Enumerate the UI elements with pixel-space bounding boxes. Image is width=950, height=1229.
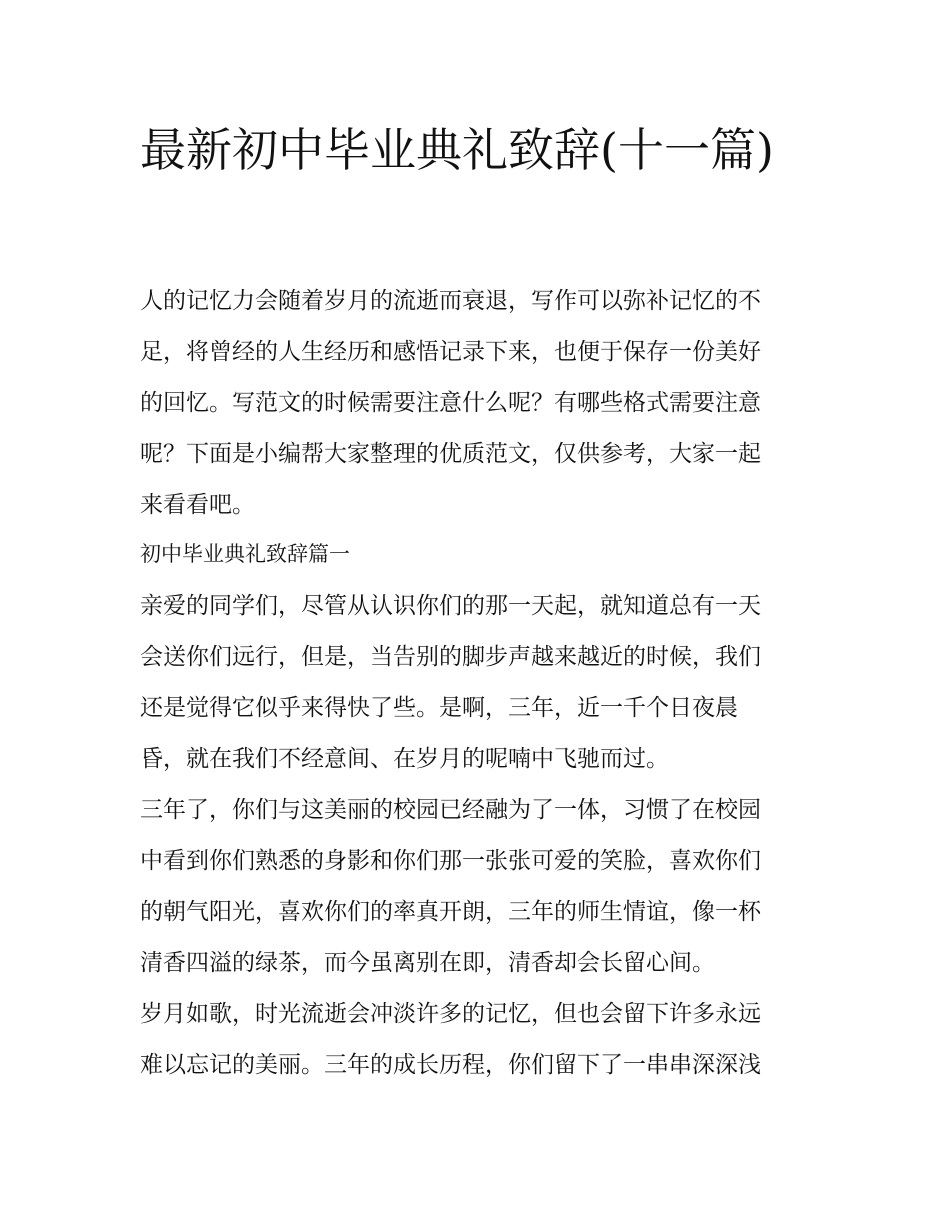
- body-line: 足，将曾经的人生经历和感悟记录下来，也便于保存一份美好: [140, 339, 761, 365]
- body-line: 岁月如歌，时光流逝会冲淡许多的记忆，但也会留下许多永远: [140, 1001, 761, 1027]
- body-line: 亲爱的同学们，尽管从认识你们的那一天起，就知道总有一天: [140, 593, 761, 619]
- body-line: 中看到你们熟悉的身影和你们那一张张可爱的笑脸，喜欢你们: [140, 848, 761, 874]
- body-line: 会送你们远行，但是，当告别的脚步声越来越近的时候，我们: [140, 644, 761, 670]
- body-line: 清香四溢的绿茶，而今虽离别在即，清香却会长留心间。: [140, 950, 715, 976]
- body-line: 还是觉得它似乎来得快了些。是啊，三年，近一千个日夜晨: [140, 695, 738, 721]
- body-line: 三年了，你们与这美丽的校园已经融为了一体，习惯了在校园: [140, 797, 761, 823]
- body-line: 的朝气阳光，喜欢你们的率真开朗，三年的师生情谊，像一杯: [140, 899, 761, 925]
- body-line: 来看看吧。: [140, 492, 255, 518]
- document-title: 最新初中毕业典礼致辞(十一篇): [140, 123, 774, 177]
- body-line: 的回忆。写范文的时候需要注意什么呢？有哪些格式需要注意: [140, 390, 761, 416]
- body-line: 人的记忆力会随着岁月的流逝而衰退，写作可以弥补记忆的不: [140, 288, 761, 314]
- section-heading: 初中毕业典礼致辞篇一: [140, 542, 350, 566]
- body-line: 呢？下面是小编帮大家整理的优质范文，仅供参考，大家一起: [140, 441, 761, 467]
- body-line: 昏，就在我们不经意间、在岁月的呢喃中飞驰而过。: [140, 746, 669, 772]
- body-line: 难以忘记的美丽。三年的成长历程，你们留下了一串串深深浅: [140, 1052, 761, 1078]
